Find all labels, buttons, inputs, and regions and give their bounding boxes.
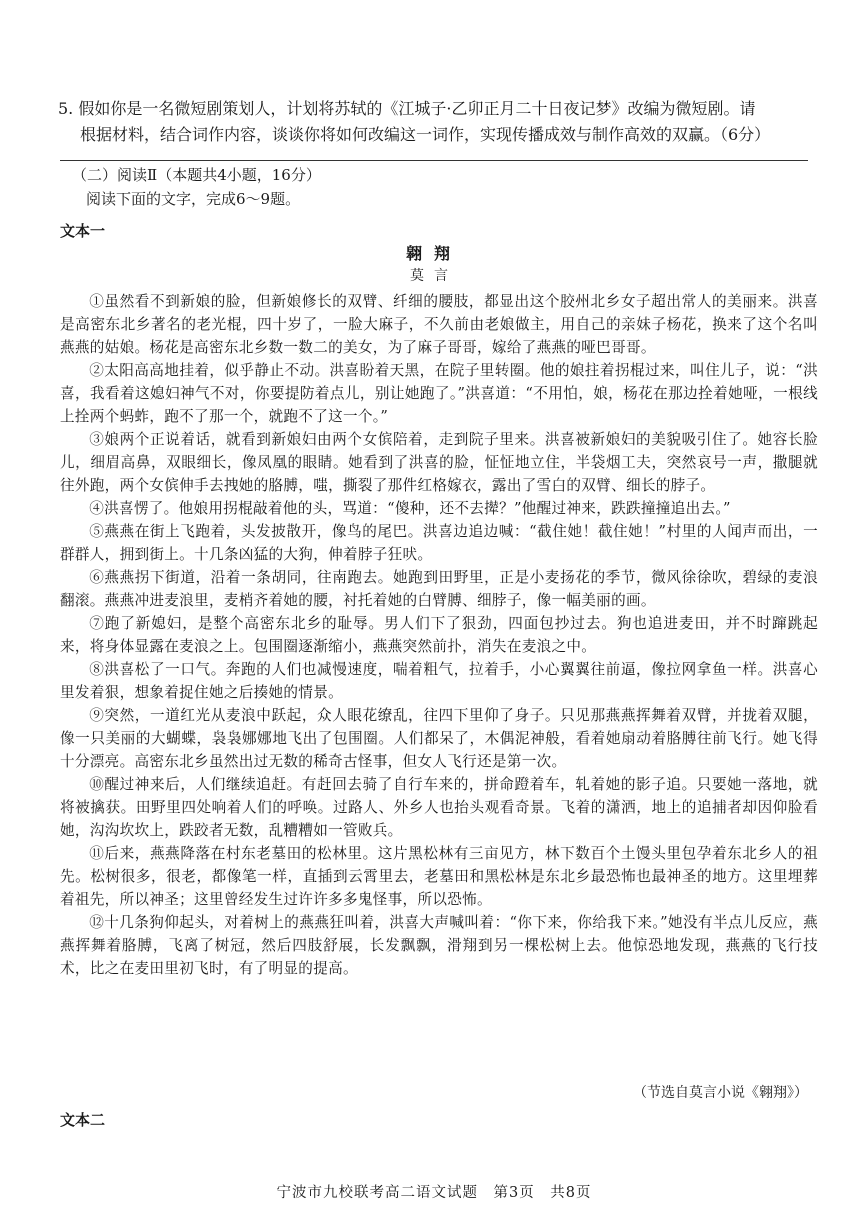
question-number: 5.: [58, 99, 74, 118]
paragraph: ⑪后来，燕燕降落在村东老墓田的松林里。这片黑松林有三亩见方，林下数百个土馒头里包孕着东北乡人的祖先。松树很多，很老，都像笔一样，直插到云霄里去，老墓田和黑松林是东北乡最恐怖也最神圣的地方。这里埋葬着祖先，所以神圣；这里曾经发生过许许多多鬼怪事，所以恐怖。: [60, 845, 818, 908]
question-5-line1: [58, 96, 818, 122]
paragraph: ④洪喜愣了。他娘用拐棍敲着他的头，骂道：“傻种，还不去撵？”他醒过神来，跌跌撞撞追出去。”: [89, 500, 731, 517]
paragraph: ③娘两个正说着话，就看到新娘妇由两个女傧陪着，走到院子里来。洪喜被新娘妇的美貌吸引住了。她容长脸儿，细眉高鼻，双眼细长，像凤凰的眼睛。她看到了洪喜的脸，怔怔地立住，半袋烟工夫，突然哀号一声，撒腿就往外跑，两个女傧伸手去拽她的胳膊，嗤，撕裂了那件红格嫁衣，露出了雪白的双臂、细长的脖子。: [60, 431, 818, 494]
paragraph: ⑧洪喜松了一口气。奔跑的人们也减慢速度，喘着粗气，拉着手，小心翼翼往前逼，像拉网拿鱼一样。洪喜心里发着狠，想象着捉住她之后揍她的情景。: [60, 661, 818, 701]
reading-instruction: 阅读下面的文字，完成6～9题。: [86, 190, 301, 208]
story-title: 翱翔: [405, 244, 462, 263]
story-body: [60, 290, 818, 980]
paragraph: ⑥燕燕拐下街道，沿着一条胡同，往南跑去。她跑到田野里，正是小麦扬花的季节，微风徐徐吹，碧绿的麦浪翻滚。燕燕冲进麦浪里，麦梢齐着她的腰，衬托着她的白臂膊、细脖子，像一幅美丽的画。: [60, 569, 818, 609]
answer-divider: [60, 160, 808, 161]
paragraph: ⑦跑了新媳妇，是整个高密东北乡的耻辱。男人们下了狠劲，四面包抄过去。狗也追进麦田，并不时蹿跳起来，将身体显露在麦浪之上。包围圈逐渐缩小，燕燕突然前扑，消失在麦浪之中。: [60, 615, 818, 655]
question-5: [58, 96, 818, 148]
paragraph: ⑨突然，一道红光从麦浪中跃起，众人眼花缭乱，往四下里仰了身子。只见那燕燕挥舞着双臂，并拢着双腿，像一只美丽的大蝴蝶，袅袅娜娜地飞出了包围圈。人们都呆了，木偶泥神般，看着她扇动着胳膊往前飞行。她飞得十分漂亮。高密东北乡虽然出过无数的稀奇古怪事，但女人飞行还是第一次。: [60, 707, 818, 770]
question-5-text-line1: 假如你是一名微短剧策划人，计划将苏轼的《江城子·乙卯正月二十日夜记梦》改编为微短剧。请: [78, 99, 756, 118]
story-author: 莫言: [410, 268, 458, 284]
paragraph: ①虽然看不到新娘的脸，但新娘修长的双臂、纤细的腰肢，都显出这个胶州北乡女子超出常人的美丽来。洪喜是高密东北乡著名的老光棍，四十岁了，一脸大麻子，不久前由老娘做主，用自己的亲妹子杨花，换来了这个名叫燕燕的姑娘。杨花是高密东北乡数一数二的美女，为了麻子哥哥，嫁给了燕燕的哑巴哥哥。: [60, 293, 818, 356]
question-5-text-line2: 根据材料，结合词作内容，谈谈你将如何改编这一词作，实现传播成效与制作高效的双赢。（6分）: [80, 125, 771, 144]
paragraph: ⑤燕燕在街上飞跑着，头发披散开，像鸟的尾巴。洪喜边追边喊：“截住她！截住她！”村里的人闻声而出，一群群人，拥到街上。十几条凶猛的大狗，伸着脖子狂吠。: [60, 523, 818, 563]
story-source: （节选自莫言小说《翱翔》）: [633, 1085, 808, 1101]
section-heading: （二）阅读Ⅱ（本题共4小题，16分）: [72, 166, 321, 184]
text1-label: 文本一: [60, 222, 106, 240]
paragraph: ⑩醒过神来后，人们继续追赶。有赶回去骑了自行车来的，拼命蹬着车，轧着她的影子追。只要她一落地，就将被擒获。田野里四处响着人们的呼唤。过路人、外乡人也抬头观看奇景。飞着的潇洒，地上的追捕者却因仰脸看她，沟沟坎坎上，跌跤者无数，乱糟糟如一管败兵。: [60, 776, 818, 839]
text2-label: 文本二: [60, 1111, 106, 1129]
paragraph: ⑫十几条狗仰起头，对着树上的燕燕狂叫着，洪喜大声喊叫着：“你下来，你给我下来。”她没有半点儿反应，燕燕挥舞着胳膊，飞离了树冠，然后四肢舒展，长发飘飘，滑翔到另一棵松树上去。他惊恐地发现，燕燕的飞行技术，比之在麦田里初飞时，有了明显的提高。: [60, 914, 818, 977]
paragraph: ②太阳高高地挂着，似乎静止不动。洪喜盼着天黑，在院子里转圈。他的娘拄着拐棍过来，叫住儿子，说：“洪喜，我看着这媳妇神气不对，你要提防着点儿，别让她跑了。”洪喜道：“不用怕，娘，杨花在那边拴着她哑，一根线上拴两个蚂蚱，跑不了那一个，就跑不了这一个。”: [60, 362, 818, 425]
page-footer: 宁波市九校联考高二语文试题 第3页 共8页: [276, 1185, 592, 1201]
